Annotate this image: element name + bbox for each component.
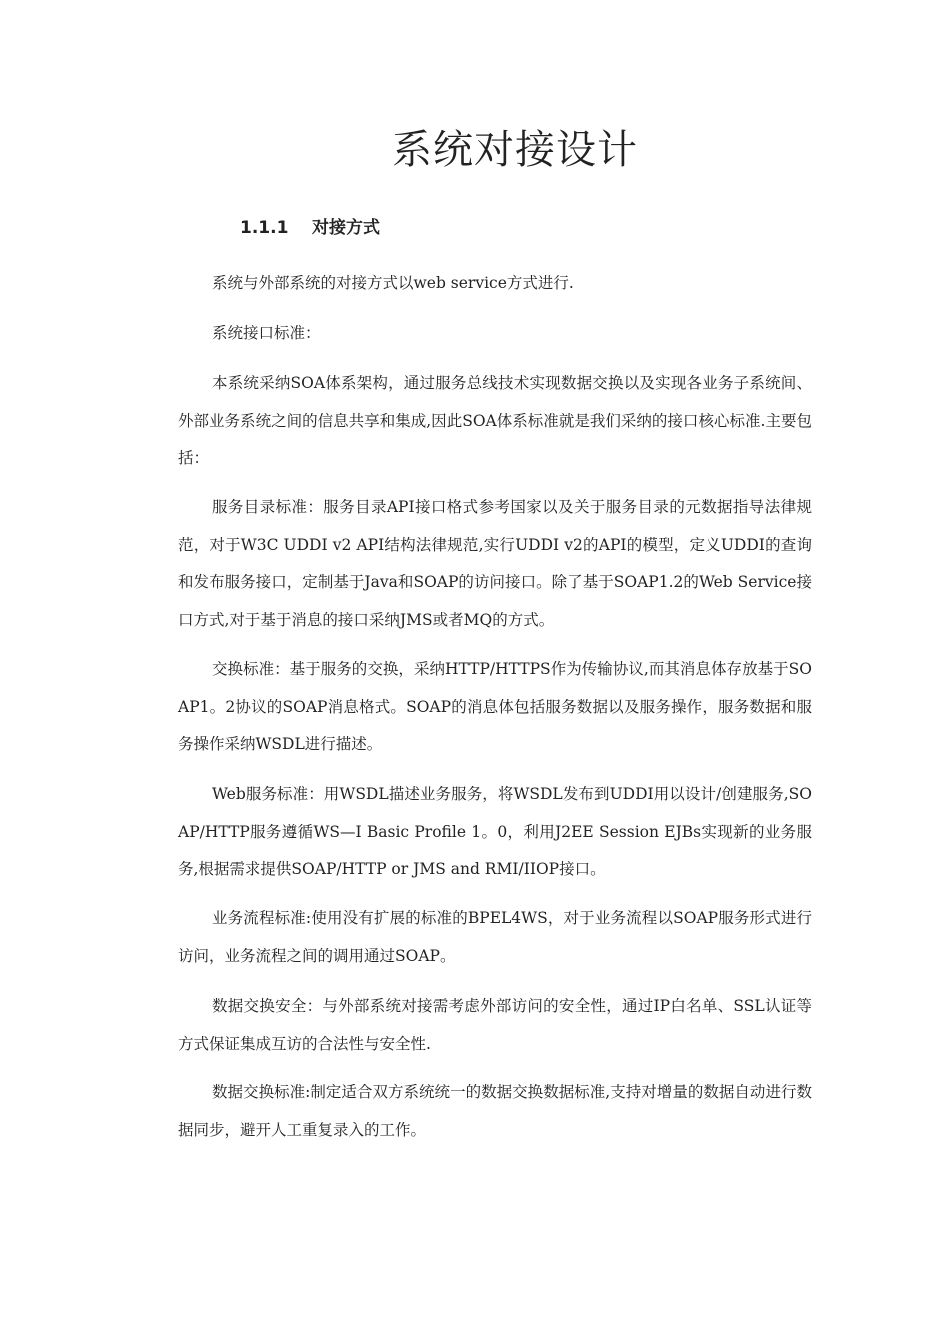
body-paragraph xyxy=(178,315,812,353)
paragraph-service-directory-standard: 服务目录标准：服务目录API接口格式参考国家以及关于服务目录的元数据指导法律规范，对于W3C UDDI v2 API结构法律规范,实行UDDI v2的API的模型，定义UDDI的查询和发布服务接口，定制基于Java和SOAP的访问接口。除了基于SOAP1.2的Web Service接口方式,对于基于消息的接口采纳JMS或者MQ的方式。 xyxy=(178,498,812,629)
section-number: 1.1.1 xyxy=(240,218,289,238)
body-paragraph xyxy=(178,365,812,478)
paragraph-intro: 系统与外部系统的对接方式以web service方式进行. xyxy=(212,274,574,292)
body-paragraph xyxy=(178,900,812,975)
body-paragraph xyxy=(178,988,812,1063)
body-paragraph xyxy=(178,489,812,639)
body-paragraph xyxy=(178,776,812,889)
paragraph-interface-standard-label: 系统接口标准： xyxy=(212,324,321,342)
paragraph-exchange-standard: 交换标准：基于服务的交换，采纳HTTP/HTTPS作为传输协议,而其消息体存放基于SOAP1。2协议的SOAP消息格式。SOAP的消息体包括服务数据以及服务操作，服务数据和服务操作采纳WSDL进行描述。 xyxy=(178,660,812,753)
paragraph-business-process-standard: 业务流程标准:使用没有扩展的标准的BPEL4WS，对于业务流程以SOAP服务形式进行访问，业务流程之间的调用通过SOAP。 xyxy=(178,909,812,965)
paragraph-web-service-standard: Web服务标准：用WSDL描述业务服务，将WSDL发布到UDDI用以设计/创建服务,SOAP/HTTP服务遵循WS—I Basic Profile 1。0，利用J2EE Session EJBs实现新的业务服务,根据需求提供SOAP/HTTP or JMS and RMI/IIOP接口。 xyxy=(178,785,812,878)
body-paragraph xyxy=(178,265,812,303)
paragraph-soa-architecture: 本系统采纳SOA体系架构，通过服务总线技术实现数据交换以及实现各业务子系统间、外部业务系统之间的信息共享和集成,因此SOA体系标准就是我们采纳的接口核心标准.主要包括： xyxy=(178,374,812,467)
body-paragraph xyxy=(178,651,812,764)
document-title: 系统对接设计 xyxy=(392,127,638,173)
paragraph-data-exchange-security: 数据交换安全：与外部系统对接需考虑外部访问的安全性，通过IP白名单、SSL认证等方式保证集成互访的合法性与安全性. xyxy=(178,997,812,1053)
body-paragraph xyxy=(178,1074,812,1149)
section-title: 对接方式 xyxy=(312,218,380,238)
section-heading xyxy=(240,214,380,242)
paragraph-data-exchange-standard: 数据交换标准:制定适合双方系统统一的数据交换数据标准,支持对增量的数据自动进行数据同步，避开人工重复录入的工作。 xyxy=(178,1083,812,1139)
